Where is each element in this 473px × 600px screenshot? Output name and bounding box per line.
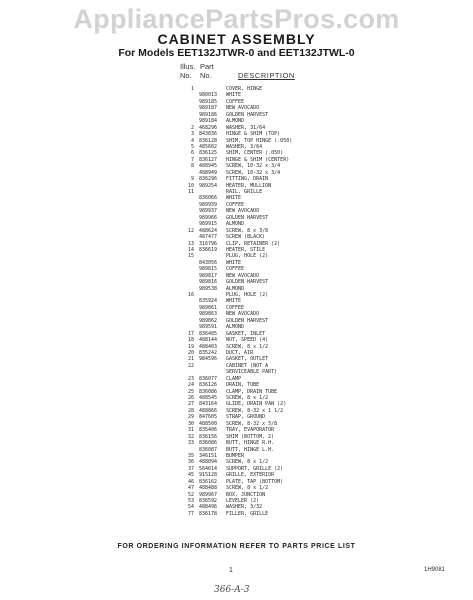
part-number: 835242 bbox=[199, 349, 218, 356]
part-description: NUT, SPEED (4) bbox=[226, 337, 269, 344]
illus-number: 47 bbox=[187, 485, 194, 492]
part-description: SCREW, 8 x 1/2 bbox=[226, 459, 269, 466]
illus-number: 7 bbox=[190, 156, 194, 163]
illus-number: 53 bbox=[187, 498, 194, 504]
part-number: 989862 bbox=[199, 317, 218, 324]
illus-number: 77 bbox=[187, 510, 194, 517]
part-number: 488144 bbox=[199, 337, 218, 344]
part-description: ALMOND bbox=[226, 324, 245, 331]
part-description: HEATER, MULLION bbox=[226, 182, 272, 189]
part-number: 847605 bbox=[199, 414, 218, 421]
part-description: SHIM, TOP HINGE (.050) bbox=[226, 137, 293, 144]
part-number: 488094 bbox=[199, 459, 218, 466]
handwritten-note: 366-A-3 bbox=[214, 585, 250, 595]
page-number: 1 bbox=[229, 567, 233, 574]
part-number: 836619 bbox=[199, 246, 218, 253]
illus-number: 26 bbox=[187, 395, 194, 401]
illus-number: 2 bbox=[190, 124, 194, 131]
part-number: 836485 bbox=[199, 330, 218, 337]
part-description: SERVICEABLE PART) bbox=[226, 369, 278, 376]
part-description: DUCT, AIR bbox=[226, 349, 254, 356]
illus-number: 29 bbox=[187, 414, 194, 421]
part-description: BUMPER bbox=[226, 452, 245, 459]
part-number: 989863 bbox=[199, 311, 218, 318]
part-number: 836127 bbox=[199, 156, 218, 163]
part-description: SCREW, 10-32 x 3/4 bbox=[226, 163, 281, 170]
parts-row bbox=[180, 511, 330, 517]
part-description: NEW AVOCADO bbox=[226, 105, 260, 112]
part-description: COFFEE bbox=[226, 98, 245, 105]
header-no-part: No. bbox=[200, 71, 212, 80]
part-number: 836066 bbox=[199, 195, 218, 202]
part-number: 485602 bbox=[199, 143, 218, 150]
part-description: PLUG, HOLE (2) bbox=[226, 292, 269, 298]
part-description: WHITE bbox=[226, 92, 242, 99]
part-number: 989815 bbox=[199, 266, 218, 273]
part-description: RAIL, GRILLE bbox=[226, 189, 263, 195]
part-number: 989966 bbox=[199, 214, 218, 221]
illus-number: 16 bbox=[187, 292, 194, 298]
illus-number: 45 bbox=[187, 472, 194, 479]
part-description: ALMOND bbox=[226, 285, 245, 292]
part-description: SCREW, 8 x 1/2 bbox=[226, 343, 269, 350]
illus-number: 20 bbox=[187, 349, 194, 356]
part-description: DRAIN, TUBE bbox=[226, 382, 260, 389]
illus-number: 32 bbox=[187, 433, 194, 440]
part-number: 989861 bbox=[199, 304, 218, 311]
part-description: GASKET, OUTLET bbox=[226, 356, 269, 363]
illus-number: 18 bbox=[187, 337, 194, 344]
part-description: SCREW (BLACK) bbox=[226, 234, 266, 241]
illus-number: 31 bbox=[187, 427, 194, 434]
part-number: 488496 bbox=[199, 504, 218, 511]
part-number: 836077 bbox=[199, 375, 218, 382]
part-number: 488866 bbox=[199, 407, 218, 414]
part-number: 843036 bbox=[199, 131, 218, 138]
part-number: 488403 bbox=[199, 343, 218, 350]
part-number: 836126 bbox=[199, 382, 218, 389]
illus-number: 52 bbox=[187, 491, 194, 498]
illus-number: 24 bbox=[187, 382, 194, 389]
part-number: 836128 bbox=[199, 137, 218, 144]
part-description: GLIDE, DRAIN PAN (2) bbox=[226, 401, 287, 408]
part-number: 836592 bbox=[199, 498, 218, 504]
part-description: ALMOND bbox=[226, 221, 245, 228]
illus-number: 19 bbox=[187, 343, 194, 350]
illus-number: 36 bbox=[187, 459, 194, 466]
part-number: 835406 bbox=[199, 427, 218, 434]
part-description: WASHER, 3/64 bbox=[226, 143, 263, 150]
watermark-text: AppliancePartsPros.com bbox=[73, 4, 400, 34]
part-description: SHIM, CENTER (.050) bbox=[226, 150, 284, 157]
part-number: 836086 bbox=[199, 440, 218, 447]
part-number: 488500 bbox=[199, 420, 218, 427]
part-number: 984596 bbox=[199, 356, 218, 363]
part-description: WASHER, 3/32 bbox=[226, 504, 263, 511]
part-description: CABINET (NOT A bbox=[226, 362, 269, 369]
part-description: ALMOND bbox=[226, 118, 245, 125]
header-no-illus: No. bbox=[180, 71, 192, 80]
part-description: NEW AVOCADO bbox=[226, 311, 260, 318]
parts-list bbox=[180, 86, 330, 517]
part-description: GOLDEN HARVEST bbox=[226, 214, 269, 221]
part-number: 989591 bbox=[199, 324, 218, 331]
column-header-bottom bbox=[180, 71, 400, 80]
part-number: 989538 bbox=[199, 285, 218, 292]
header-illus: Illus. bbox=[180, 62, 196, 71]
part-number: 564614 bbox=[199, 465, 218, 472]
illus-number: 3 bbox=[190, 131, 194, 138]
part-number: 989254 bbox=[199, 182, 218, 189]
illus-number: 13 bbox=[187, 240, 194, 247]
part-description: PLATE, TAP (BOTTOM) bbox=[226, 478, 284, 485]
part-description: SCREW, 8 x 1/2 bbox=[226, 395, 269, 401]
part-number: 316796 bbox=[199, 240, 218, 247]
part-number: 835924 bbox=[199, 298, 218, 305]
part-number: 836178 bbox=[199, 510, 218, 517]
document-subtitle: For Models EET132JTWR-0 and EET132JTWL-0 bbox=[118, 47, 355, 59]
part-description: HEATER, STILE bbox=[226, 246, 266, 253]
part-description: TRAY, EVAPORATOR bbox=[226, 427, 275, 434]
part-description: GASKET, INLET bbox=[226, 330, 266, 337]
part-description: FILLER, GRILLE bbox=[226, 510, 269, 517]
illus-number: 28 bbox=[187, 407, 194, 414]
part-description: CLAMP, DRAIN TUBE bbox=[226, 388, 278, 395]
part-number: 989184 bbox=[199, 118, 218, 125]
part-number: 836296 bbox=[199, 176, 218, 183]
illus-number: 33 bbox=[187, 440, 194, 447]
part-description: CLAMP bbox=[226, 375, 242, 382]
part-description: SHIM (BOTTOM, 2) bbox=[226, 433, 275, 440]
part-number: 843056 bbox=[199, 259, 218, 266]
part-number: 468296 bbox=[199, 124, 218, 131]
illus-number: 15 bbox=[187, 253, 194, 260]
part-description: HINGE & SHIM (CENTER) bbox=[226, 156, 290, 163]
illus-number: 11 bbox=[187, 189, 194, 195]
part-number: 989939 bbox=[199, 201, 218, 208]
illus-number: 14 bbox=[187, 246, 194, 253]
part-description: GRILLE, EXTERIOR bbox=[226, 472, 275, 479]
part-number: 836125 bbox=[199, 150, 218, 157]
part-description: HINGE & SHIM (TOP) bbox=[226, 131, 281, 138]
part-number: 488488 bbox=[199, 485, 218, 492]
part-description: GOLDEN HARVEST bbox=[226, 111, 269, 118]
illus-number: 9 bbox=[190, 176, 194, 183]
part-number: 487477 bbox=[199, 234, 218, 241]
part-number: 836086 bbox=[199, 388, 218, 395]
illus-number: 8 bbox=[190, 163, 194, 170]
part-description: FITTING, DRAIN bbox=[226, 176, 269, 183]
illus-number: 22 bbox=[187, 362, 194, 369]
part-description: BUTT, HINGE L.H. bbox=[226, 446, 275, 453]
illus-number: 6 bbox=[190, 150, 194, 157]
part-description: GOLDEN HARVEST bbox=[226, 317, 269, 324]
part-number: 989186 bbox=[199, 111, 218, 118]
illus-number: 54 bbox=[187, 504, 194, 511]
illus-number: 17 bbox=[187, 330, 194, 337]
illus-number: 35 bbox=[187, 452, 194, 459]
part-description: NEW AVOCADO bbox=[226, 208, 260, 215]
part-number: 989185 bbox=[199, 98, 218, 105]
part-description: GOLDEN HARVEST bbox=[226, 279, 269, 286]
part-number: 989967 bbox=[199, 491, 218, 498]
part-description: LEVELER (2) bbox=[226, 498, 260, 504]
part-description: STRAP, GROUND bbox=[226, 414, 266, 421]
part-number: 346151 bbox=[199, 452, 218, 459]
part-description: SCREW, 10-32 x 3/4 bbox=[226, 169, 281, 176]
part-number: 836162 bbox=[199, 478, 218, 485]
part-number: 989187 bbox=[199, 105, 218, 112]
header-part: Part bbox=[200, 62, 214, 71]
part-description: PLUG, HOLE (2) bbox=[226, 253, 269, 260]
part-description: NEW AVOCADO bbox=[226, 272, 260, 279]
part-description: COVER, HINGE bbox=[226, 86, 263, 92]
illus-number: 27 bbox=[187, 401, 194, 408]
part-number: 980013 bbox=[199, 92, 218, 99]
header-description: DESCRIPTION bbox=[238, 71, 295, 80]
part-number: 836156 bbox=[199, 433, 218, 440]
illus-number: 37 bbox=[187, 465, 194, 472]
part-description: SCREW, 8 x 3/8 bbox=[226, 227, 269, 234]
part-description: WHITE bbox=[226, 195, 242, 202]
illus-number: 4 bbox=[190, 137, 194, 144]
part-description: WASHER, 31/64 bbox=[226, 124, 266, 131]
part-description: COFFEE bbox=[226, 266, 245, 273]
part-description: SCREW, 8-32 x 1 1/2 bbox=[226, 407, 284, 414]
part-number: 915128 bbox=[199, 472, 218, 479]
column-header-top bbox=[180, 62, 214, 71]
part-description: COFFEE bbox=[226, 201, 245, 208]
part-description: CLIP, RETAINER (2) bbox=[226, 240, 281, 247]
part-description: COFFEE bbox=[226, 304, 245, 311]
part-number: 488624 bbox=[199, 227, 218, 234]
part-number: 989816 bbox=[199, 279, 218, 286]
document-code: 1H9081 bbox=[424, 567, 446, 573]
part-number: 488545 bbox=[199, 395, 218, 401]
document-title: CABINET ASSEMBLY bbox=[157, 31, 316, 47]
part-number: 989937 bbox=[199, 208, 218, 215]
part-description: SUPPORT, GRILLE (2) bbox=[226, 465, 284, 472]
part-number: 843164 bbox=[199, 401, 218, 408]
part-description: SCREW, 8 x 1/2 bbox=[226, 485, 269, 492]
illus-number: 25 bbox=[187, 388, 194, 395]
part-description: BOX, JUNCTION bbox=[226, 491, 266, 498]
part-number: 488949 bbox=[199, 169, 218, 176]
part-description: BUTT, HINGE R.H. bbox=[226, 440, 275, 447]
illus-number: 1 bbox=[190, 86, 194, 92]
illus-number: 23 bbox=[187, 375, 194, 382]
illus-number: 10 bbox=[187, 182, 194, 189]
part-number: 488945 bbox=[199, 163, 218, 170]
illus-number: 46 bbox=[187, 478, 194, 485]
illus-number: 30 bbox=[187, 420, 194, 427]
part-number: 836087 bbox=[199, 446, 218, 453]
footer-note: FOR ORDERING INFORMATION REFER TO PARTS PRICE LIST bbox=[117, 543, 356, 550]
part-description: WHITE bbox=[226, 259, 242, 266]
illus-number: 21 bbox=[187, 356, 194, 363]
part-number: 989817 bbox=[199, 272, 218, 279]
part-description: WHITE bbox=[226, 298, 242, 305]
illus-number: 5 bbox=[190, 143, 194, 150]
illus-number: 12 bbox=[187, 227, 194, 234]
part-number: 989915 bbox=[199, 221, 218, 228]
part-description: SCREW, 8-32 x 5/8 bbox=[226, 420, 278, 427]
